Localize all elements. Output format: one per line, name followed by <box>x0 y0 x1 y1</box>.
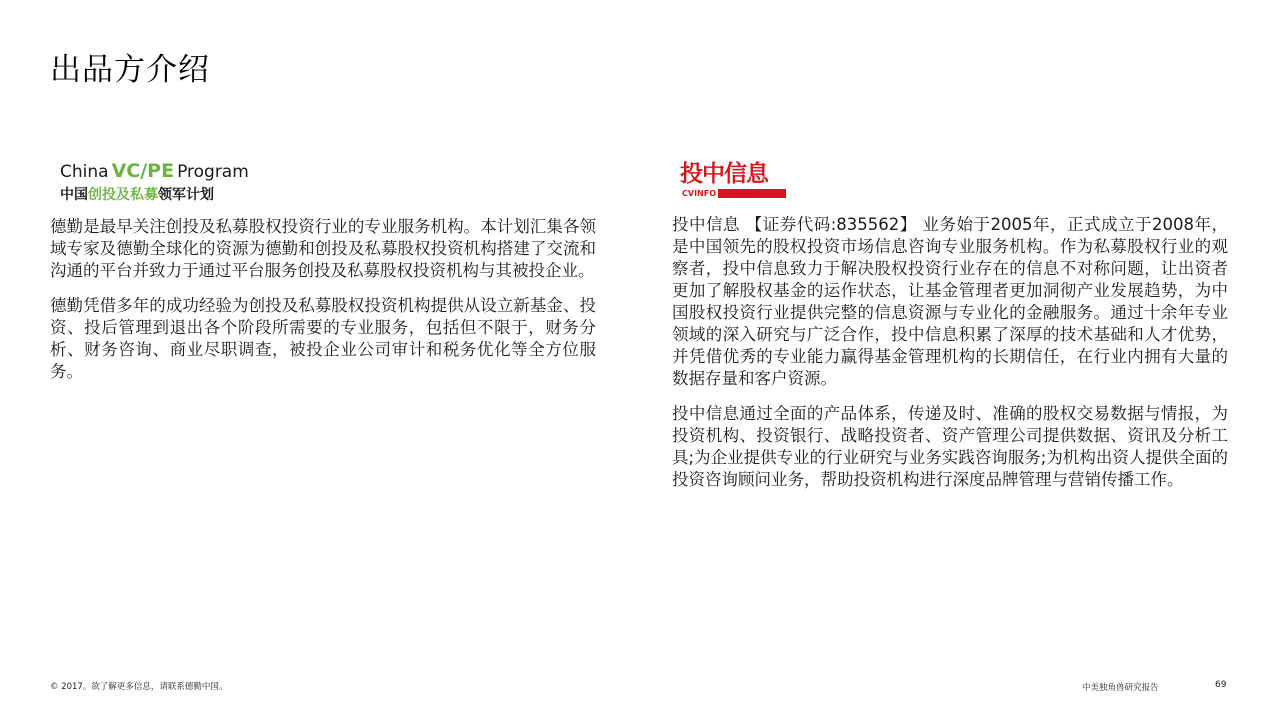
china-vcpe-program-logo <box>60 160 249 204</box>
logo-left-line2-suffix: 领军计划 <box>158 187 214 203</box>
logo-left-line1-suffix: Program <box>177 162 249 182</box>
cvinfo-description <box>672 214 1228 504</box>
logo-left-line1 <box>60 160 249 182</box>
logo-left-line2-mid: 创投及私募 <box>88 187 158 203</box>
footer-report-name: 中美独角兽研究报告 <box>1082 683 1159 693</box>
right-paragraph: 投中信息通过全面的产品体系，传递及时、准确的股权交易数据与情报，为投资机构、投资银行、战略投资者、资产管理公司提供数据、资讯及分析工具;为企业提供专业的行业研究与业务实践咨询服务;为机构出资人提供全面的投资咨询顾问业务，帮助投资机构进行深度品牌管理与营销传播工作。 <box>672 404 1228 489</box>
logo-left-line2-prefix: 中国 <box>60 187 88 203</box>
left-paragraph: 德勤是最早关注创投及私募股权投资行业的专业服务机构。本计划汇集各领域专家及德勤全球化的资源为德勤和创投及私募股权投资机构搭建了交流和沟通的平台并致力于通过平台服务创投及私募股权投资机构与其被投企业。 <box>50 217 596 280</box>
page-number: 69 <box>1215 680 1227 690</box>
deloitte-description <box>50 216 596 396</box>
left-paragraph: 德勤凭借多年的成功经验为创投及私募股权投资机构提供从设立新基金、投资、投后管理到退出各个阶段所需要的专业服务，包括但不限于，财务分析、财务咨询、商业尽职调查，被投企业公司审计和税务优化等全方位服务。 <box>50 296 596 381</box>
cvinfo-logo-subtitle: CVINFO <box>682 189 716 198</box>
page-title: 出品方介绍 <box>50 52 210 88</box>
right-paragraph: 投中信息 【证券代码:835562】 业务始于2005年，正式成立于2008年，是中国领先的股权投资市场信息咨询专业服务机构。作为私募股权行业的观察者，投中信息致力于解决股权投资行业存在的信息不对称问题，让出资者更加了解股权基金的运作状态，让基金管理者更加洞彻产业发展趋势，为中国股权投资行业提供完整的信息资源与专业化的金融服务。通过十余年专业领域的深入研究与广泛合作，投中信息积累了深厚的技术基础和人才优势，并凭借优秀的专业能力赢得基金管理机构的长期信任，在行业内拥有大量的数据存量和客户资源。 <box>672 215 1228 388</box>
cvinfo-logo-bar <box>680 189 786 198</box>
logo-left-line2 <box>60 184 249 204</box>
logo-left-line1-mid: VC/PE <box>111 160 175 182</box>
footer-copyright: © 2017。欲了解更多信息，请联系德勤中国。 <box>50 682 228 692</box>
cvinfo-logo-name: 投中信息 <box>680 161 768 187</box>
logo-left-line1-prefix: China <box>60 162 109 182</box>
cvinfo-logo <box>680 160 786 198</box>
